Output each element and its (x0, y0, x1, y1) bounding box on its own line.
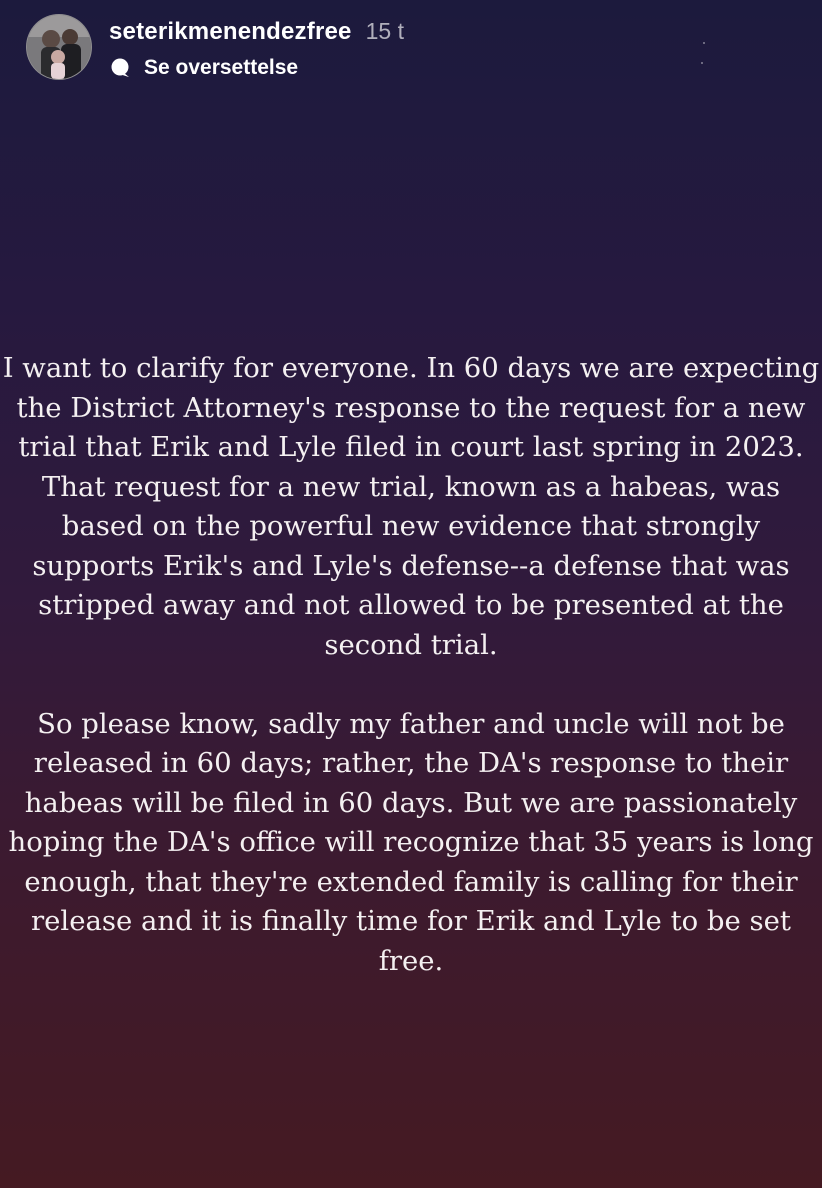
profile-photo-icon (27, 15, 91, 79)
story-header (26, 14, 404, 80)
speech-bubble-icon (109, 57, 131, 79)
see-translation-label: Se oversettelse (144, 56, 299, 79)
story-text (0, 349, 822, 981)
avatar[interactable] (26, 14, 92, 80)
timestamp: 15 t (365, 18, 404, 44)
artifact-dot (703, 42, 705, 44)
username[interactable]: seterikmenendezfree (109, 18, 352, 45)
story-paragraph-2: So please know, sadly my father and uncle will not be released in 60 days; rather, the DA's response to their habeas will be filed in 60 days. But we are passionately hoping the DA's office will recognize that 35 years is long enough, that they're extended family is calling for their release and it is finally time for Erik and Lyle to be set free. (8, 707, 814, 977)
story-paragraph-1: I want to clarify for everyone. In 60 days we are expecting the District Attorney's response to the request for a new trial that Erik and Lyle filed in court last spring in 2023. That request for a new trial, known as a habeas, was based on the powerful new evidence that strongly supports Erik's and Lyle's defense--a defense that was stripped away and not allowed to be presented at the second trial. (2, 352, 820, 661)
see-translation-button[interactable] (109, 56, 404, 80)
artifact-dot (701, 62, 703, 64)
